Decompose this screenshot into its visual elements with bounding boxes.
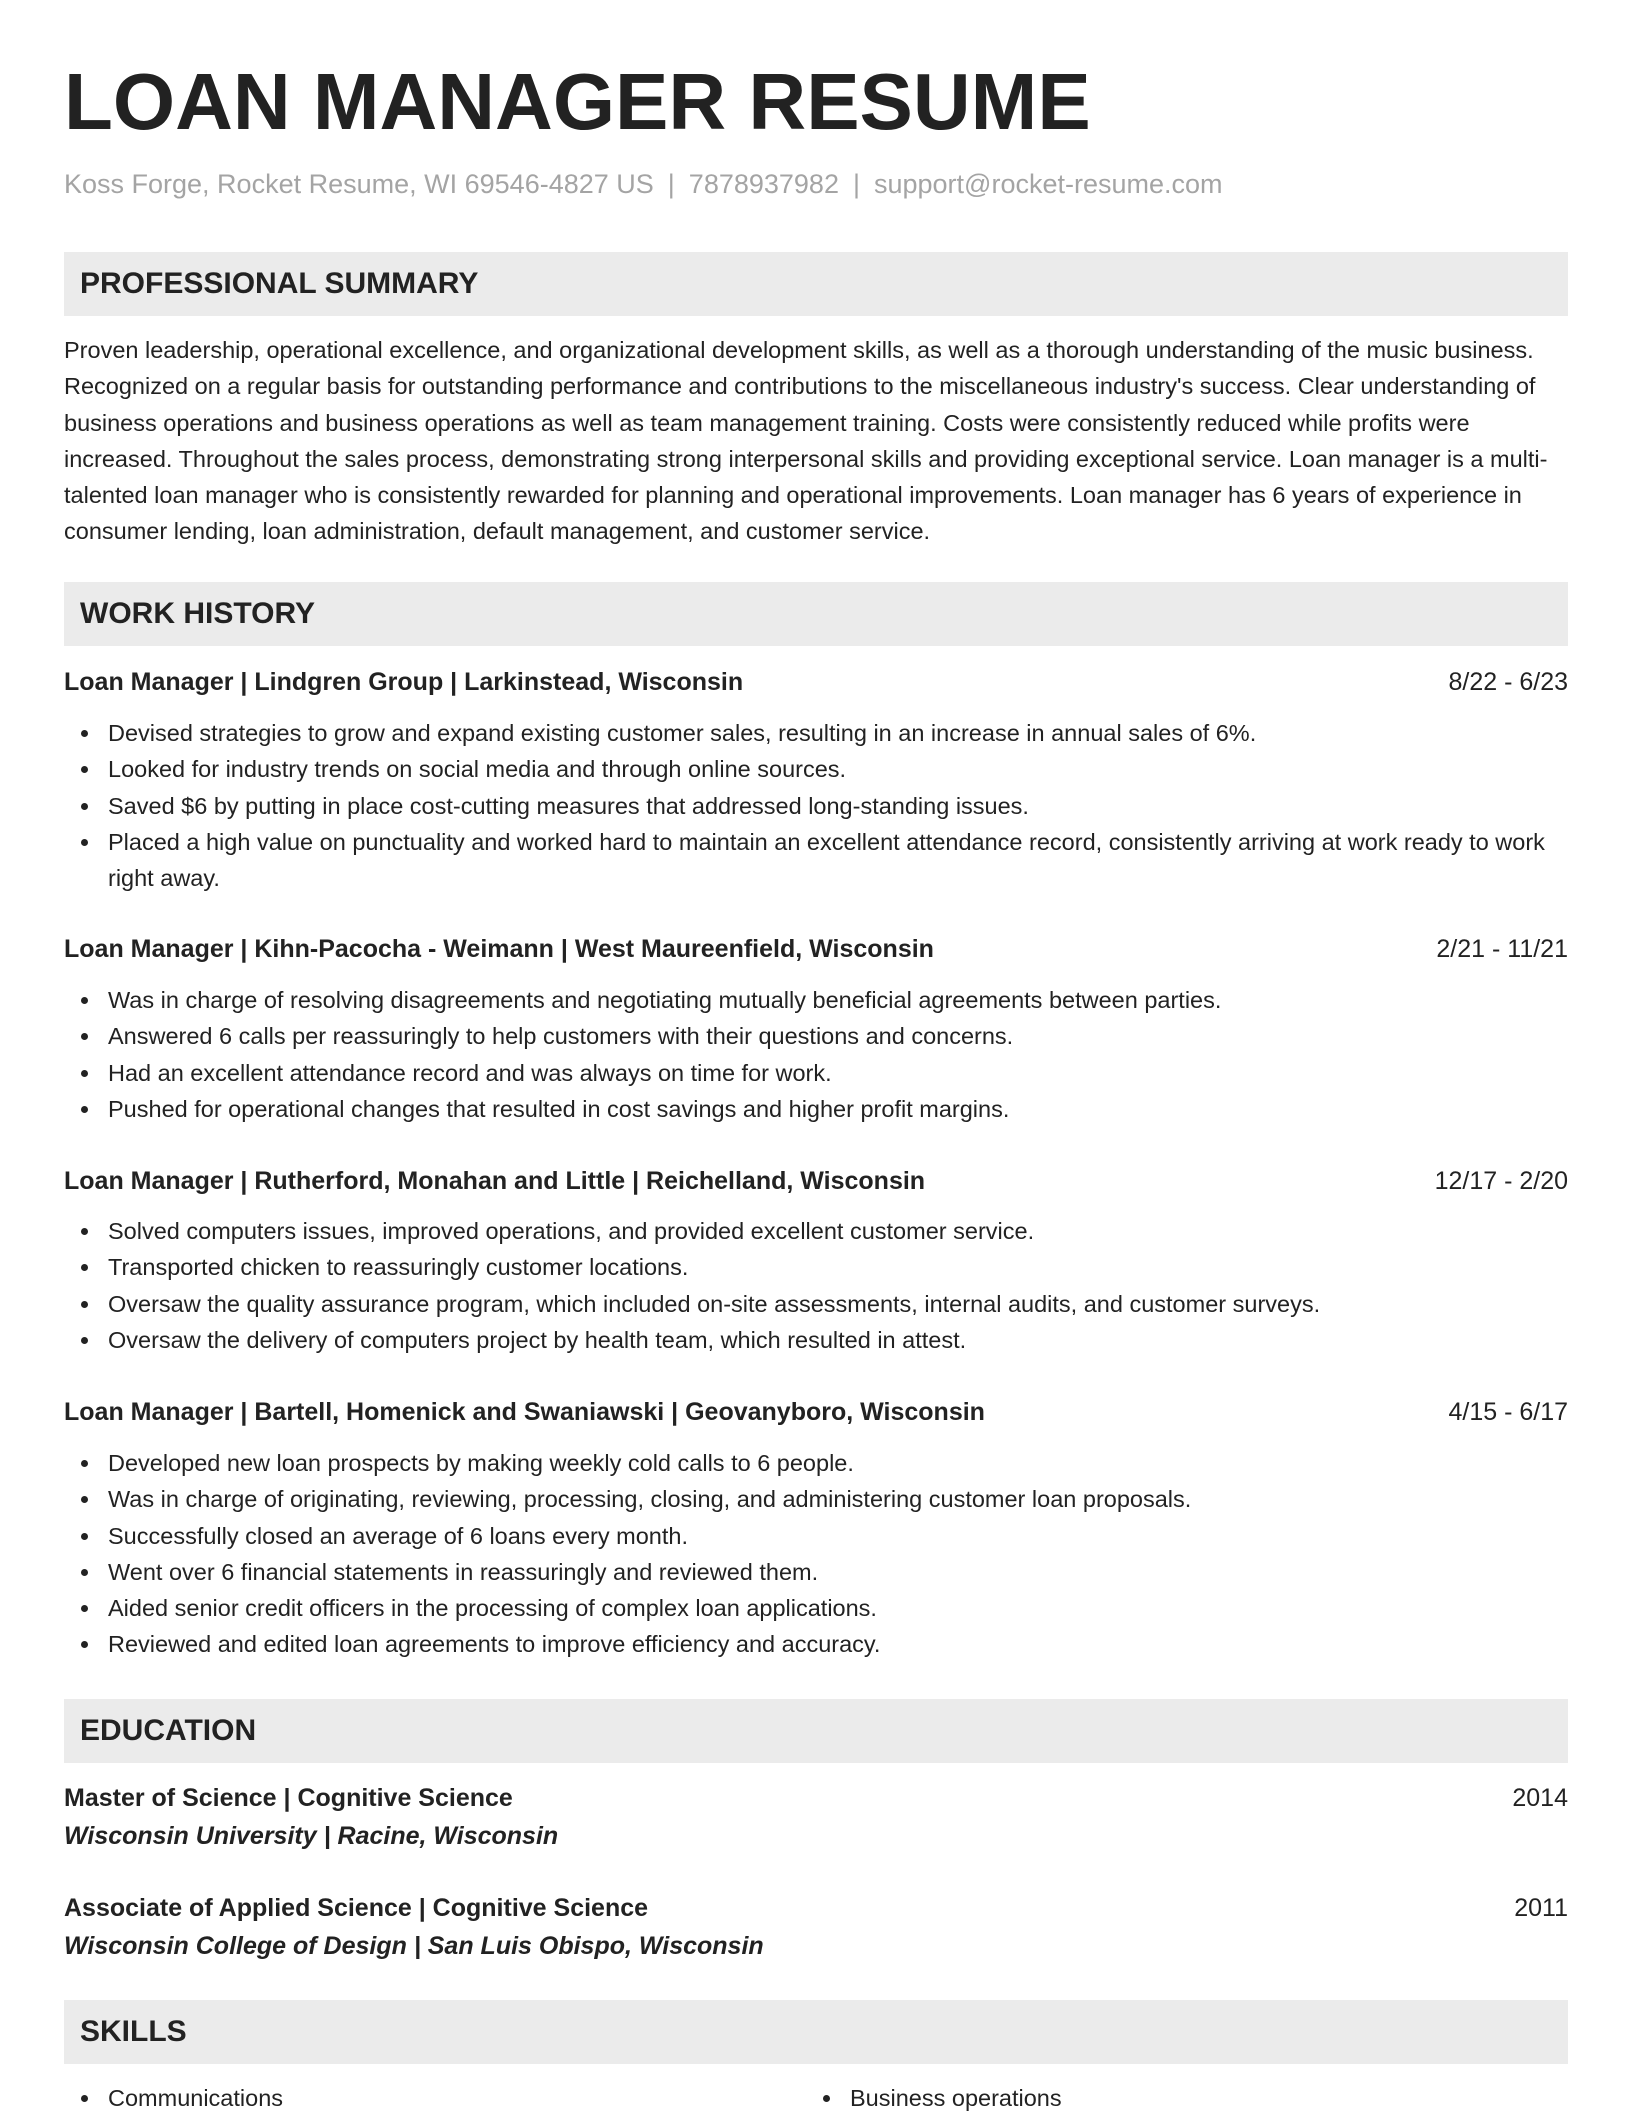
- job-bullets: [64, 715, 1568, 896]
- job-bullets: [64, 1445, 1568, 1663]
- job-heading: [64, 931, 1568, 967]
- job-title: Loan Manager | Kihn-Pacocha - Weimann | West Maureenfield, Wisconsin: [64, 935, 934, 963]
- list-item: Developed new loan prospects by making weekly cold calls to 6 people.: [64, 1445, 1568, 1481]
- list-item: Successfully closed an average of 6 loans every month.: [64, 1518, 1568, 1554]
- section-header-work-history: [64, 582, 1568, 646]
- section-title: WORK HISTORY: [80, 597, 316, 630]
- education-heading: [64, 1890, 1568, 1926]
- job-title: Loan Manager | Lindgren Group | Larkinstead, Wisconsin: [64, 668, 744, 696]
- list-item: Looked for industry trends on social media and through online sources.: [64, 751, 1568, 787]
- section-title: EDUCATION: [80, 1714, 257, 1747]
- job-title: Loan Manager | Bartell, Homenick and Swaniawski | Geovanyboro, Wisconsin: [64, 1398, 985, 1426]
- list-item: Aided senior credit officers in the processing of complex loan applications.: [64, 1590, 1568, 1626]
- job-heading: [64, 664, 1568, 700]
- skills-list-right: [806, 2080, 1062, 2116]
- list-item: Saved $6 by putting in place cost-cutting measures that addressed long-standing issues.: [64, 788, 1568, 824]
- skills-list-left: [64, 2080, 283, 2116]
- section-title: SKILLS: [80, 2015, 187, 2048]
- list-item: Had an excellent attendance record and was always on time for work.: [64, 1055, 1568, 1091]
- contact-phone: 7878937982: [688, 169, 839, 199]
- contact-line: [64, 164, 1223, 204]
- section-title: PROFESSIONAL SUMMARY: [80, 267, 479, 300]
- job-heading: [64, 1394, 1568, 1430]
- list-item: Answered 6 calls per reassuringly to help customers with their questions and concerns.: [64, 1018, 1568, 1054]
- list-item: Went over 6 financial statements in reassuringly and reviewed them.: [64, 1554, 1568, 1590]
- list-item: Was in charge of originating, reviewing, processing, closing, and administering customer loan proposals.: [64, 1481, 1568, 1517]
- contact-separator: |: [852, 169, 860, 199]
- resume-name: LOAN MANAGER RESUME: [64, 57, 1091, 146]
- list-item: Placed a high value on punctuality and worked hard to maintain an excellent attendance record, consistently arriving at work ready to work right away.: [64, 824, 1568, 897]
- list-item: Oversaw the delivery of computers project by health team, which resulted in attest.: [64, 1322, 1568, 1358]
- summary-paragraph: Proven leadership, operational excellence, and organizational development skills, as well as a thorough understanding of the music business. Recognized on a regular basis for outstanding performance and contributions to the miscellaneous industry's success. Clear understanding of business operations and business operations as well as team management training. Costs were consistently reduced while profits were increased. Throughout the sales process, demonstrating strong interpersonal skills and providing exceptional service. Loan manager is a multi-talented loan manager who is consistently rewarded for planning and operational improvements. Loan manager has 6 years of experience in consumer lending, loan administration, default management, and customer service.: [64, 337, 1548, 545]
- contact-separator: |: [667, 169, 675, 199]
- job-heading: [64, 1163, 1568, 1199]
- education-degree: Master of Science | Cognitive Science: [64, 1784, 513, 1812]
- job-dates: 4/15 - 6/17: [1448, 1398, 1568, 1426]
- contact-address: Koss Forge, Rocket Resume, WI 69546-4827 US: [64, 169, 654, 199]
- list-item: Solved computers issues, improved operations, and provided excellent customer service.: [64, 1213, 1568, 1249]
- list-item: Oversaw the quality assurance program, which included on-site assessments, internal audits, and customer surveys.: [64, 1286, 1568, 1322]
- section-header-education: [64, 1699, 1568, 1763]
- job-dates: 12/17 - 2/20: [1434, 1167, 1568, 1195]
- list-item: Reviewed and edited loan agreements to improve efficiency and accuracy.: [64, 1626, 1568, 1662]
- list-item: Transported chicken to reassuringly customer locations.: [64, 1249, 1568, 1285]
- list-item: Pushed for operational changes that resulted in cost savings and higher profit margins.: [64, 1091, 1568, 1127]
- job-bullets: [64, 982, 1568, 1127]
- job-dates: 2/21 - 11/21: [1436, 935, 1568, 963]
- skill-item: Communications: [64, 2080, 283, 2116]
- section-header-summary: [64, 252, 1568, 316]
- job-dates: 8/22 - 6/23: [1448, 668, 1568, 696]
- education-degree: Associate of Applied Science | Cognitive Science: [64, 1894, 649, 1922]
- list-item: Devised strategies to grow and expand existing customer sales, resulting in an increase in annual sales of 6%.: [64, 715, 1568, 751]
- list-item: Was in charge of resolving disagreements and negotiating mutually beneficial agreements between parties.: [64, 982, 1568, 1018]
- education-year: 2011: [1514, 1894, 1568, 1922]
- job-bullets: [64, 1213, 1568, 1358]
- skill-item: Business operations: [806, 2080, 1062, 2116]
- education-year: 2014: [1512, 1784, 1568, 1812]
- section-header-skills: [64, 2000, 1568, 2064]
- job-title: Loan Manager | Rutherford, Monahan and Little | Reichelland, Wisconsin: [64, 1167, 926, 1195]
- contact-email: support@rocket-resume.com: [873, 169, 1223, 199]
- education-school: Wisconsin College of Design | San Luis Obispo, Wisconsin: [64, 1932, 764, 1960]
- education-school: Wisconsin University | Racine, Wisconsin: [64, 1822, 559, 1850]
- education-heading: [64, 1780, 1568, 1816]
